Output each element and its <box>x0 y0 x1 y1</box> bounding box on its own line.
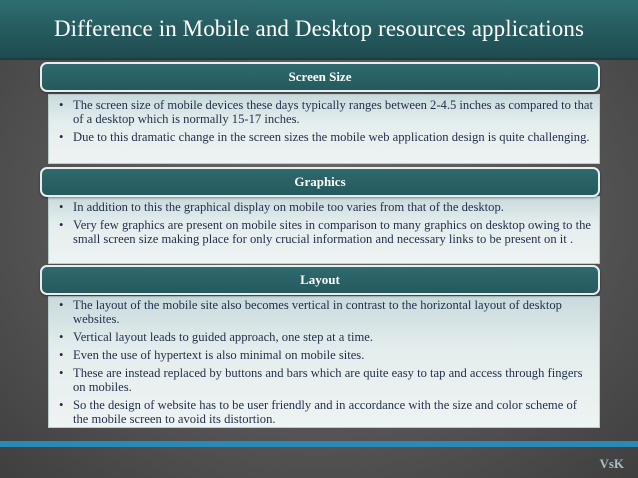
bullet-text: Due to this dramatic change in the screen sizes the mobile web application design is quite challenging. <box>73 130 590 144</box>
bullet-icon: • <box>59 218 64 232</box>
list-item <box>49 130 599 144</box>
bullet-icon: • <box>59 330 64 344</box>
list-item <box>49 98 599 126</box>
bullet-text: Vertical layout leads to guided approach, one step at a time. <box>73 330 374 344</box>
bullet-list <box>49 298 599 426</box>
bullet-icon: • <box>59 366 64 380</box>
section-header-graphics: Graphics <box>40 167 600 197</box>
section-header-layout: Layout <box>40 265 600 295</box>
bullet-text: Very few graphics are present on mobile sites in comparison to many graphics on desktop owing to the small screen size making place for only crucial information and necessary links to be present on it . <box>73 218 591 246</box>
bullet-icon: • <box>59 98 64 112</box>
bullet-text: In addition to this the graphical display on mobile too varies from that of the desktop. <box>73 200 504 214</box>
list-item <box>49 398 599 426</box>
list-item <box>49 348 599 362</box>
list-item <box>49 330 599 344</box>
bullet-text: So the design of website has to be user friendly and in accordance with the size and color scheme of the mobile screen to avoid its distortion. <box>73 398 577 426</box>
section-body-graphics <box>48 196 600 264</box>
bullet-text: The layout of the mobile site also becomes vertical in contrast to the horizontal layout of desktop websites. <box>73 298 562 326</box>
bottom-accent-bar <box>0 441 638 447</box>
bullet-text: These are instead replaced by buttons and bars which are quite easy to tap and access through fingers on mobiles. <box>73 366 583 394</box>
brand-logo: VsK <box>599 456 624 471</box>
bullet-icon: • <box>59 348 64 362</box>
bullet-icon: • <box>59 398 64 412</box>
bullet-icon: • <box>59 298 64 312</box>
bullet-text: The screen size of mobile devices these days typically ranges between 2-4.5 inches as compared to that of a desktop which is normally 15-17 inches. <box>73 98 594 126</box>
section-body-layout <box>48 296 600 428</box>
section-header-screen-size: Screen Size <box>40 62 600 92</box>
section-body-screen-size <box>48 94 600 164</box>
bullet-text: Even the use of hypertext is also minimal on mobile sites. <box>73 348 365 362</box>
list-item <box>49 218 599 246</box>
list-item <box>49 366 599 394</box>
bullet-icon: • <box>59 200 64 214</box>
list-item <box>49 200 599 214</box>
list-item <box>49 298 599 326</box>
slide-title: Difference in Mobile and Desktop resources applications <box>53 16 585 41</box>
bullet-list <box>49 98 599 144</box>
bullet-list <box>49 200 599 246</box>
bullet-icon: • <box>59 130 64 144</box>
